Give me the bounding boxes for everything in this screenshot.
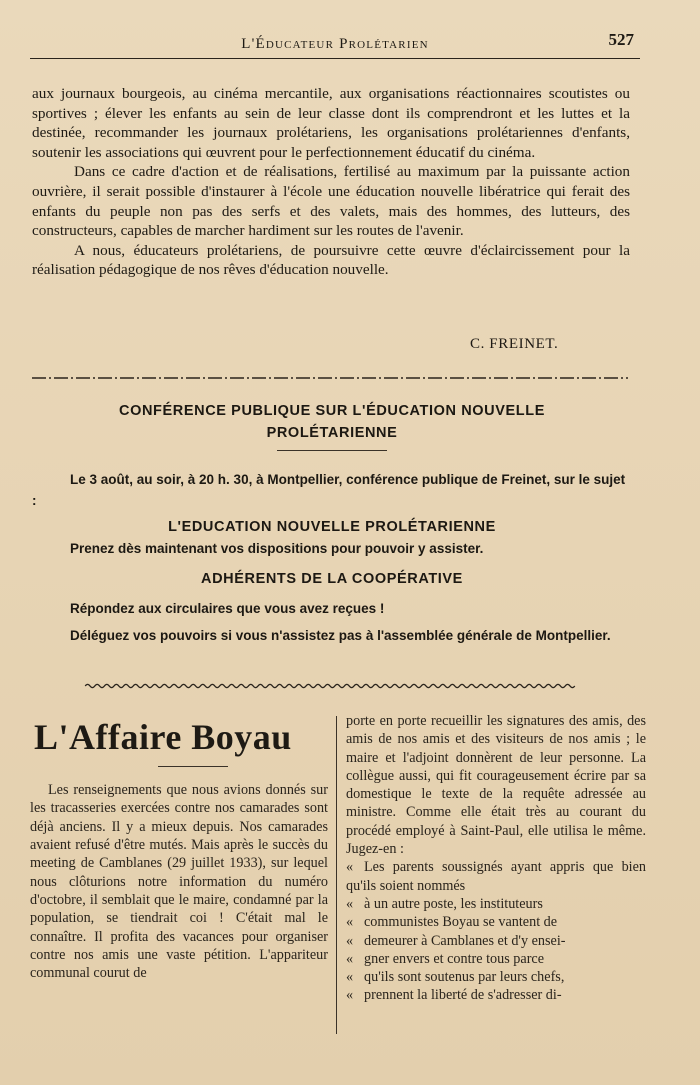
quote-line: « Les parents soussignés ayant appris que bien qu'ils soient nommés — [346, 859, 646, 894]
conference-title-line2: PROLÉTARIENNE — [266, 425, 398, 441]
members-line2: Déléguez vos pouvoirs si vous n'assistez pas à l'assemblée générale de Montpellier. — [70, 628, 611, 643]
quote-line: « prennent la liberté de s'adresser di- — [346, 987, 562, 1004]
conference-advice: Prenez dès maintenant vos dispositions pour pouvoir y assister. — [70, 541, 484, 556]
running-title: L'Éducateur Prolétarien — [241, 36, 429, 52]
article-left-text: Les renseignements que nous avions donnés sur les tracasseries exercées contre nos camarades sont déjà anciens. Il y a mieux depuis. Nos camarades avaient refusé d'être mutés. Mais après le succès du meeting de Camblanes (29 juillet 1933), sur lequel nous clôturions notre information du numéro d'octobre, il semblait que le maire, condamné par la population, se tiendrait coi ! C'était mal le connaître. Il profita des vacances pour organiser contre nos amis une vaste pétition. L'appariteur communal courut de — [30, 782, 328, 982]
article-right-column — [346, 712, 646, 1005]
ornamental-divider — [32, 374, 628, 382]
intro-paragraph: A nous, éducateurs prolétariens, de poursuivre cette œuvre d'éclaircissement pour la réalisation pédagogique de nos rêves d'éducation nouvelle. — [32, 241, 630, 279]
article-right-text: porte en porte recueillir les signatures des amis, des amis de nos amis et des visiteurs de nos amis ; le maire et l'adjoint donnèrent de leur personne. La collègue aussi, qui fit courageusement écrire par sa domestique le texte de la requête adressée au ministre. Comme elle était très au courant du procédé employé à Saint-Paul, elle utilisa le même. Jugez-en : — [346, 713, 646, 858]
page-number: 527 — [608, 30, 634, 49]
quote-line: « demeurer à Camblanes et d'y ensei- — [346, 932, 566, 949]
article-left-column — [30, 714, 328, 982]
quote-line: « communistes Boyau se vantent de — [346, 914, 558, 931]
intro-text — [32, 84, 630, 280]
signature: C. FREINET. — [470, 336, 559, 352]
members-heading: ADHÉRENTS DE LA COOPÉRATIVE — [201, 571, 463, 587]
conference-title-line1: CONFÉRENCE PUBLIQUE SUR L'ÉDUCATION NOUVELLE — [119, 403, 545, 419]
intro-paragraph: Dans ce cadre d'action et de réalisations, fertilisé au maximum par la puissante action ouvrière, il serait possible d'instaurer à l'école une éducation nouvelle libératrice qui ferait des enfants du peuple non pas des serfs et des valets, mais des hommes, des lutteurs, des constructeurs, capables de marcher hardiment sur les routes de l'avenir. — [32, 163, 630, 240]
running-header — [30, 30, 640, 59]
members-line1: Répondez aux circulaires que vous avez reçues ! — [70, 601, 385, 616]
conference-subject: L'EDUCATION NOUVELLE PROLÉTARIENNE — [168, 519, 496, 535]
title-rule — [158, 766, 228, 767]
quote-line: « gner envers et contre tous parce — [346, 950, 545, 967]
wavy-divider — [32, 682, 628, 690]
column-separator — [336, 716, 337, 1034]
quote-line: « à un autre poste, les instituteurs — [346, 895, 543, 912]
conference-announcement — [32, 400, 632, 646]
conference-announce: Le 3 août, au soir, à 20 h. 30, à Montpellier, conférence publique de Freinet, sur le sujet : — [32, 472, 626, 508]
article-title: L'Affaire Boyau — [34, 717, 292, 757]
quote-line: « qu'ils sont soutenus par leurs chefs, — [346, 969, 565, 986]
petition-quote — [346, 858, 646, 1004]
intro-paragraph: aux journaux bourgeois, au cinéma mercantile, aux organisations réactionnaires scoutistes ou sportives ; élever les enfants au sein de leur classe dont ils comprendront et les luttes et la destinée, recommander les journaux prolétariens, les organisations prolétariennes d'enfants, soutenir les associations qui œuvrent pour le perfectionnement éducatif du cinéma. — [32, 85, 630, 161]
conference-rule — [277, 450, 387, 451]
